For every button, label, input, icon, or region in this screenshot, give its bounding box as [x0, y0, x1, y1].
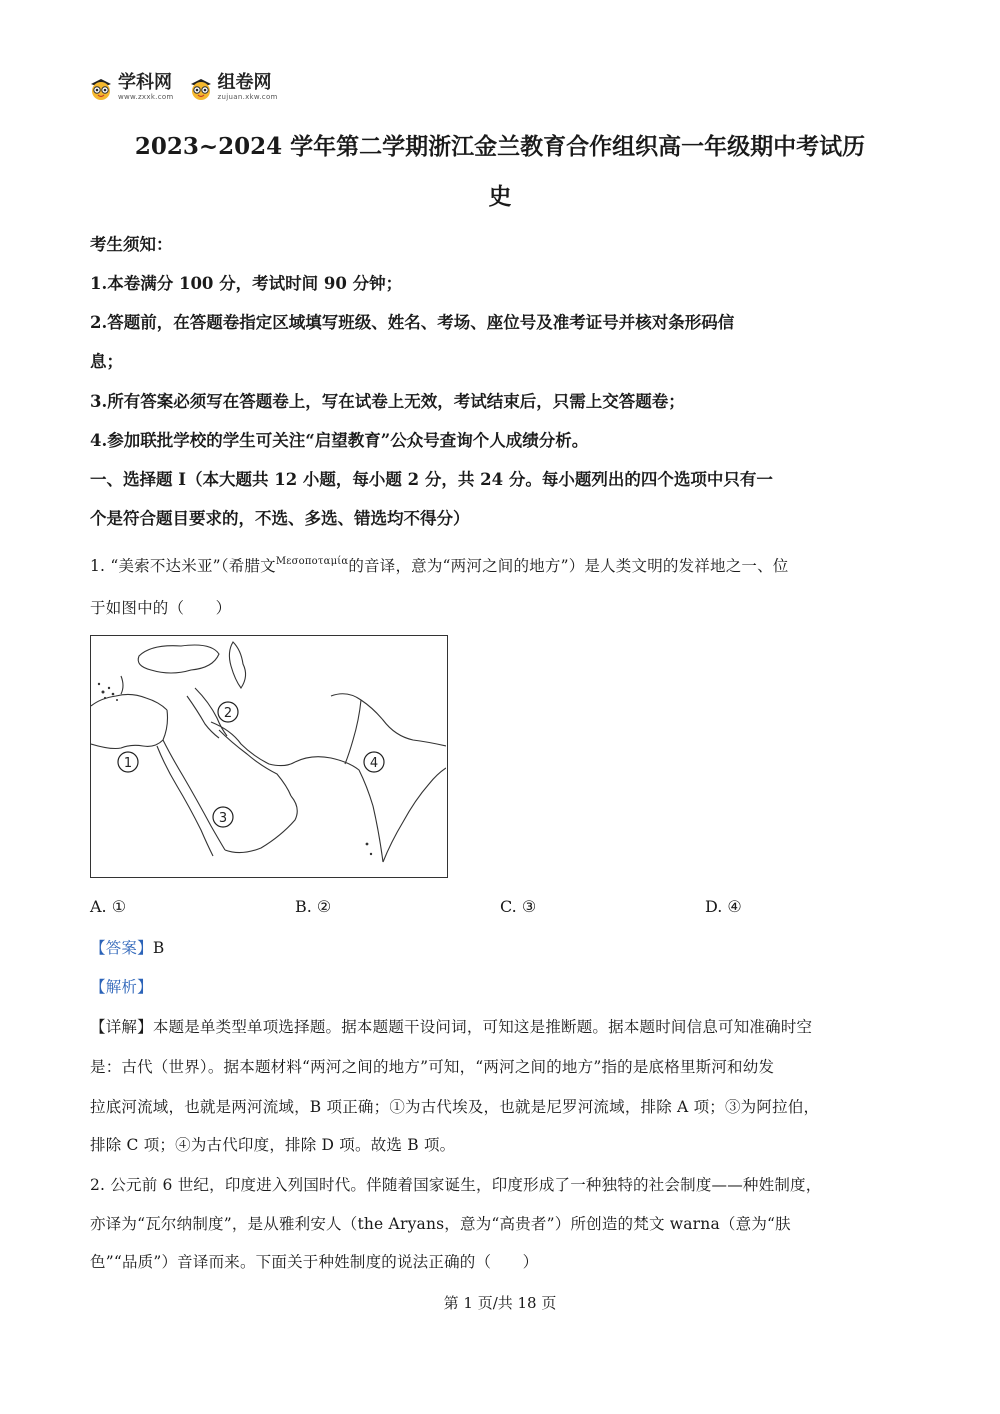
page-title-line2: 史 [488, 183, 512, 210]
map-label-4 [364, 752, 384, 772]
map-label-2 [218, 702, 238, 722]
page-title-line1: 2023~2024 学年第二学期浙江金兰教育合作组织高一年级期中考试历 [134, 133, 866, 160]
option-a: A. ① [90, 897, 127, 916]
notice-item: 4.参加联批学校的学生可关注“启望教育”公众号查询个人成绩分析。 [90, 431, 589, 450]
option-c: C. ③ [500, 897, 537, 916]
question-1-text: 1. “美索不达米亚”（希腊文 [90, 557, 276, 575]
owl-mascot-icon [188, 75, 214, 101]
detail-line [90, 1015, 910, 1037]
analysis-tag: 【解析】 [90, 978, 153, 996]
detail-tag: 【详解】 [90, 1018, 153, 1036]
answer-tag: 【答案】 [90, 939, 153, 957]
logo-name: 组卷网 [217, 72, 272, 93]
region-map [91, 636, 446, 876]
svg-text:3: 3 [218, 811, 228, 826]
question-2-line: 亦译为“瓦尔纳制度”，是从雅利安人（the Aryans，意为“高贵者”）所创造的梵文 warna（意为“肤 [90, 1215, 791, 1233]
map-label-3 [213, 807, 233, 827]
map-label-1 [118, 752, 138, 772]
option-d: D. ④ [705, 897, 742, 916]
notice-item: 3.所有答案必须写在答题卷上，写在试卷上无效，考试结束后，只需上交答题卷； [90, 392, 685, 411]
question-2-line: 色”“品质”）音译而来。下面关于种姓制度的说法正确的（ ） [90, 1253, 539, 1271]
notice-item: 2.答题前，在答题卷指定区域填写班级、姓名、考场、座位号及准考证号并核对条形码信 [90, 313, 735, 332]
logo-url: www.zxxk.com [118, 93, 174, 101]
map-figure [90, 635, 448, 878]
page-footer: 第 1 页/共 18 页 [443, 1294, 557, 1312]
owl-mascot-icon [88, 75, 114, 101]
logo-url: zujuan.xkw.com [217, 93, 278, 101]
question-2-line: 2. 公元前 6 世纪，印度进入列国时代。伴随着国家诞生，印度形成了一种独特的社会制度——种姓制度， [90, 1176, 822, 1194]
logo-zujuanwang [188, 74, 278, 101]
svg-text:4: 4 [369, 756, 379, 771]
question-1-text: 的音译，意为“两河之间的地方”）是人类文明的发祥地之一、位 [348, 557, 789, 575]
answer-line [90, 936, 910, 958]
detail-line: 排除 C 项；④为古代印度，排除 D 项。故选 B 项。 [90, 1136, 456, 1154]
header-logos [88, 74, 278, 101]
answer-value: B [152, 939, 165, 957]
detail-line: 是：古代（世界）。据本题材料“两河之间的地方”可知，“两河之间的地方”指的是底格里斯河和幼发 [90, 1058, 775, 1076]
section-heading-line2: 个是符合题目要求的，不选、多选、错选均不得分） [90, 509, 470, 528]
option-b: B. ② [295, 897, 332, 916]
detail-line: 拉底河流域，也就是两河流域，B 项正确；①为古代埃及，也就是尼罗河流域，排除 A 项；③为阿拉伯， [90, 1098, 820, 1116]
detail-text: 本题是单类型单项选择题。据本题题干设问词，可知这是推断题。据本题时间信息可知准确时空 [152, 1018, 813, 1036]
question-1-stem [90, 554, 910, 576]
notice-item: 息； [90, 352, 123, 371]
svg-text:1: 1 [123, 756, 133, 771]
logo-xuekewang [88, 74, 174, 101]
notice-item: 1.本卷满分 100 分，考试时间 90 分钟； [90, 274, 403, 293]
notice-heading: 考生须知： [90, 235, 173, 254]
greek-term: Μεσοποταμία [275, 556, 349, 567]
logo-name: 学科网 [118, 72, 172, 93]
svg-text:2: 2 [223, 706, 233, 721]
section-heading-line1: 一、选择题 I（本大题共 12 小题，每小题 2 分，共 24 分。每小题列出的四个选项中只有一 [90, 470, 773, 489]
question-1-stem-line2: 于如图中的（ ） [90, 599, 232, 617]
